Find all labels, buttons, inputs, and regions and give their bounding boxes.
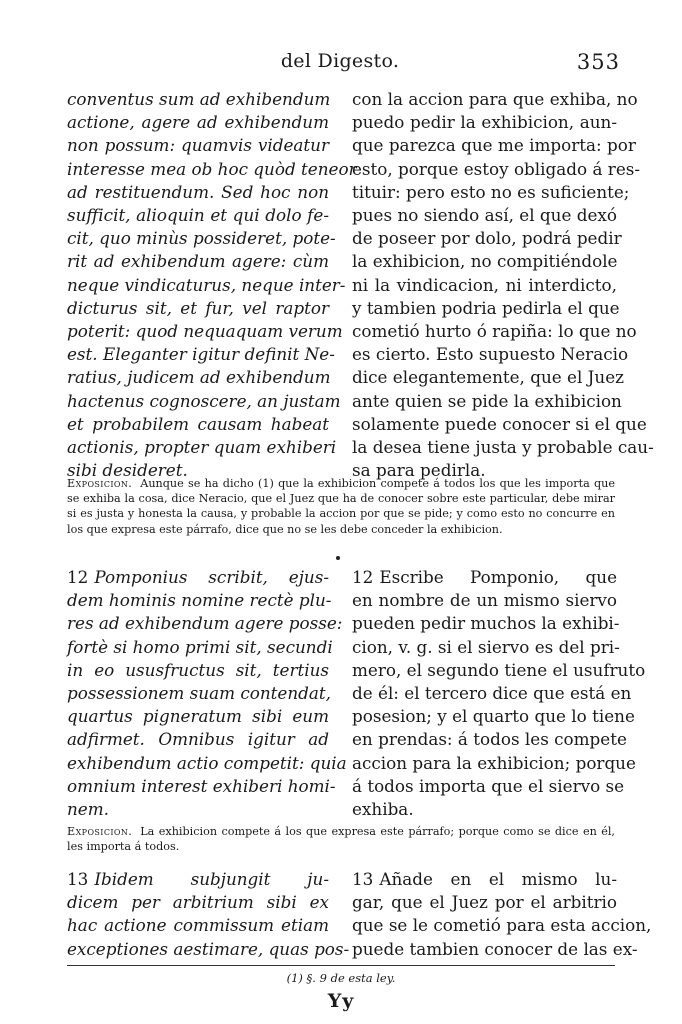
latin-line: neque vindicaturus, neque inter- [67,274,346,295]
spanish-line: cometió hurto ó rapiña: lo que no [352,321,637,342]
footnote: (1) §. 9 de esta ley. [286,971,396,985]
spanish-column [352,88,654,482]
exposicion-label: Exposicion. [67,477,133,490]
latin-line: sufficit, alioquin et qui dolo fe- [67,205,329,226]
exposicion-text: Aunque se ha dicho (1) que la exhibicion compete á todos los que les importa que se exhiba la cosa, dice Neracio, que el Juez que ha de conocer sobre este particular, debe mirar si es justa y honesta la causa, y probable la accion por que se pide; y como esto no concurre en los que expresa este párrafo, dice que no se les debe conceder la exhibicion. [67,477,615,536]
footnote-rule [67,965,615,966]
paragraph-number: 13 [67,869,89,889]
spanish-line: que se le cometió para esta accion, [352,915,652,936]
section-13 [67,868,652,961]
latin-line: sibi desideret. [67,460,188,481]
spanish-line: en nombre de un mismo siervo [352,590,617,611]
latin-line: rit ad exhibendum agere: cùm [67,251,329,272]
page-header [60,50,620,84]
spanish-line: en prendas: á todos les compete [352,729,627,750]
spanish-line: cion, v. g. si el siervo es del pri- [352,636,620,657]
spanish-line-text: Escribe Pomponio, que [379,567,617,587]
latin-line: actione, agere ad exhibendum [67,112,329,133]
latin-line: res ad exhibendum agere posse: [67,613,343,634]
latin-line: actionis, propter quam exhiberi [67,437,337,458]
spanish-line: accion para la exhibicion; porque [352,752,636,773]
latin-line: omnium interest exhiberi homi- [67,775,336,796]
spanish-line: sa para pedirla. [352,460,486,481]
spanish-line: de poseer por dolo, podrá pedir [352,228,622,249]
latin-line: et probabilem causam habeat [67,413,329,434]
latin-line: possessionem suam contendat, [67,683,331,704]
spanish-line: posesion; y el quarto que lo tiene [352,706,635,727]
spanish-line [352,566,617,589]
page-number: 353 [576,50,620,74]
latin-line: exceptiones aestimare, quas pos- [67,938,350,959]
spanish-line: esto, porque estoy obligado á res- [352,158,641,179]
latin-line [67,566,329,589]
separator-dot [336,556,340,560]
spanish-line: mero, el segundo tiene el usufruto [352,659,646,680]
spanish-line: la desea tiene justa y probable cau- [352,437,654,458]
spanish-line: ante quien se pide la exhibicion [352,390,622,411]
paragraph-number: 13 [352,869,374,889]
spanish-line: á todos importa que el siervo se [352,775,625,796]
spanish-column [352,566,646,821]
paragraph-number: 12 [352,567,374,587]
exposicion-text: La exhibicion compete á los que expresa este párrafo; porque como se dice en él, les importa á todos. [67,825,615,854]
latin-line: hactenus cognoscere, an justam [67,390,341,411]
spanish-line-text: Añade en el mismo lu- [379,869,617,889]
spanish-line: exhiba. [352,799,414,820]
running-head: del Digesto. [280,50,400,72]
spanish-line: puede tambien conocer de las ex- [352,938,638,959]
latin-line: cit, quo minùs possideret, pote- [67,228,336,249]
latin-line: interesse mea ob hoc quòd teneor [67,158,357,179]
spanish-line: dice elegantemente, que el Juez [352,367,624,388]
section-1 [67,88,654,482]
latin-line: quartus pigneratum sibi eum [67,706,329,727]
latin-column [67,566,347,821]
latin-line-text: Ibidem subjungit ju- [94,869,329,889]
exposicion-note [67,476,615,537]
latin-line: poterit: quod nequaquam verum [67,321,343,342]
spanish-line: tituir: pero esto no es suficiente; [352,181,630,202]
latin-line: in eo ususfructus sit, tertius [67,659,329,680]
signature-mark: Yy [327,990,355,1012]
latin-line: conventus sum ad exhibendum [67,89,331,109]
section-12 [67,566,646,821]
spanish-line: con la accion para que exhiba, no [352,89,638,109]
exposicion-label: Exposicion. [67,825,133,838]
latin-line: hac actione commissum etiam [67,915,329,936]
spanish-line: y tambien podria pedirla el que [352,297,620,318]
spanish-line: pueden pedir muchos la exhibi- [352,613,620,634]
spanish-line: de él: el tercero dice que está en [352,683,632,704]
spanish-line: la exhibicion, no compitiéndole [352,251,618,272]
spanish-line: puedo pedir la exhibicion, aun- [352,112,617,133]
latin-line: dicem per arbitrium sibi ex [67,892,329,913]
spanish-line: pues no siendo así, el que dexó [352,205,617,226]
spanish-line [352,868,617,891]
latin-line: adfirmet. Omnibus igitur ad [67,729,329,750]
spanish-column [352,868,652,961]
latin-line: est. Eleganter igitur definit Ne- [67,344,335,365]
spanish-line: que parezca que me importa: por [352,135,636,156]
latin-line: nem. [67,799,109,820]
latin-line: non possum: quamvis videatur [67,135,329,156]
spanish-line: solamente puede conocer si el que [352,413,647,434]
spanish-line: gar, que el Juez por el arbitrio [352,892,617,913]
latin-column [67,868,350,961]
latin-line: fortè si homo primi sit, secundi [67,636,333,657]
latin-line: ad restituendum. Sed hoc non [67,181,329,202]
latin-line: exhibendum actio competit: quia [67,752,347,773]
spanish-line: ni la vindicacion, ni interdicto, [352,274,617,295]
latin-line: dem hominis nomine rectè plu- [67,590,332,611]
paragraph-number: 12 [67,567,89,587]
latin-line-text: Pomponius scribit, ejus- [94,567,329,587]
exposicion-note [67,824,615,854]
latin-line: dicturus sit, et fur, vel raptor [67,297,329,318]
spanish-line: es cierto. Esto supuesto Neracio [352,344,629,365]
latin-line [67,868,329,891]
latin-column [67,88,357,482]
latin-line: ratius, judicem ad exhibendum [67,367,331,388]
